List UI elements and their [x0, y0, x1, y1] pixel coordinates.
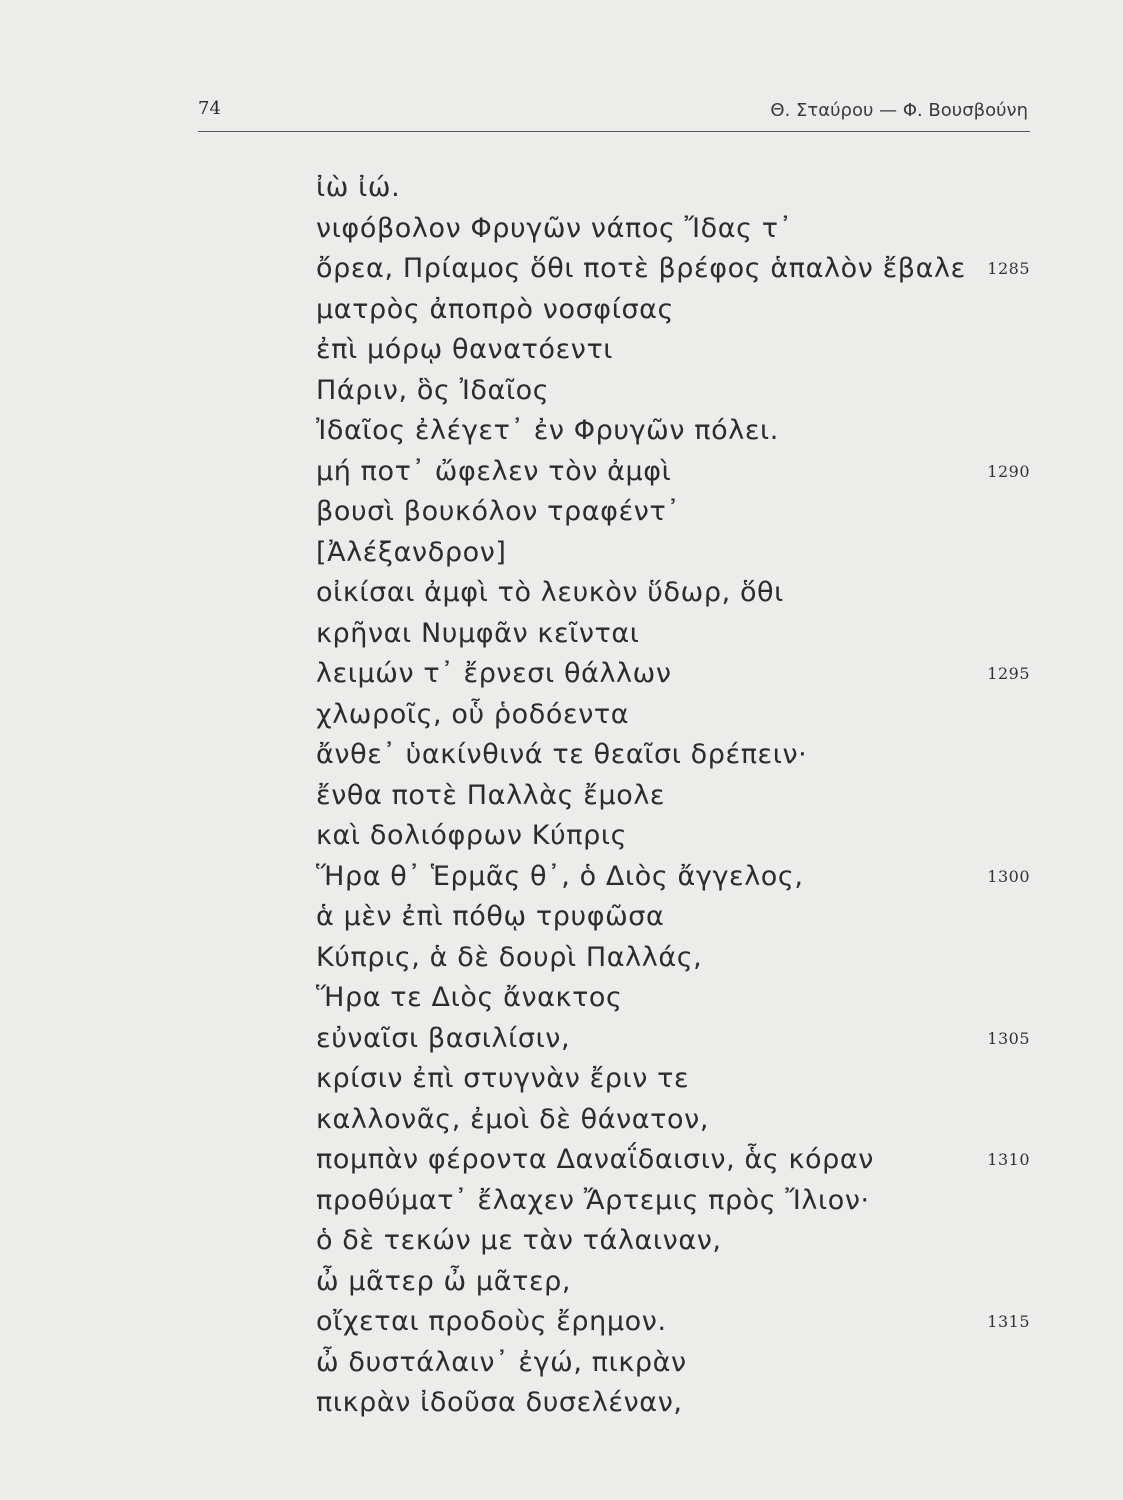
verse-text: Ἰδαῖος ἐλέγετ᾽ ἐν Φρυγῶν πόλει.	[316, 415, 779, 446]
line-number: 1300	[987, 866, 1030, 886]
verse-line	[316, 290, 1030, 331]
line-number: 1290	[987, 461, 1030, 481]
verse-text: οἰκίσαι ἀμφὶ τὸ λευκὸν ὕδωρ, ὅθι	[316, 577, 784, 608]
verse-line	[316, 816, 1030, 857]
verse-text: ἐπὶ μόρῳ θανατόεντι	[316, 334, 614, 365]
verse-line	[316, 371, 1030, 412]
verse-line	[316, 1343, 1030, 1384]
verse-line	[316, 209, 1030, 250]
verse-text: εὐναῖσι βασιλίσιν,	[316, 1022, 571, 1054]
verse-text: ὦ μᾶτερ ὦ μᾶτερ,	[316, 1265, 572, 1297]
verse-text: νιφόβολον Φρυγῶν νάπος Ἴδας τ᾽	[316, 212, 793, 244]
verse-line	[316, 1019, 1030, 1060]
verse-text: ἔνθα ποτὲ Παλλὰς ἔμολε	[316, 779, 666, 811]
verse-line	[316, 1100, 1030, 1141]
verse-line	[316, 1383, 1030, 1424]
verse-text: πικρὰν ἰδοῦσα δυσελέναν,	[316, 1387, 683, 1418]
verse-text: ὄρεα, Πρίαμος ὅθι ποτὲ βρέφος ἁπαλὸν ἔβαλε	[316, 253, 966, 284]
verse-text: πομπὰν φέροντα Δαναΐδαισιν, ἇς κόραν	[316, 1144, 874, 1175]
verse-line	[316, 735, 1030, 776]
verse-text: ὁ δὲ τεκών με τὰν τάλαιναν,	[316, 1225, 722, 1256]
verse-text: Ἥρα θ᾽ Ἑρμᾶς θ᾽, ὁ Διὸς ἄγγελος,	[316, 860, 804, 892]
verse-line	[316, 614, 1030, 655]
verse-text: προθύματ᾽ ἔλαχεν Ἄρτεμις πρὸς Ἴλιον·	[316, 1184, 870, 1216]
verse-text: Πάριν, ὃς Ἰδαῖος	[316, 374, 550, 406]
page-number: 74	[198, 98, 221, 119]
verse-text: ἁ μὲν ἐπὶ πόθῳ τρυφῶσα	[316, 901, 665, 932]
verse-line	[316, 411, 1030, 452]
verse-text: μή ποτ᾽ ὤφελεν τὸν ἀμφὶ	[316, 455, 672, 487]
verse-line	[316, 1221, 1030, 1262]
verse-line	[316, 330, 1030, 371]
verse-text: [Ἀλέξανδρον]	[316, 536, 507, 568]
line-number: 1295	[987, 664, 1030, 683]
page-header	[198, 98, 1030, 128]
verse-line	[316, 654, 1030, 695]
verse-text: Κύπρις, ἁ δὲ δουρὶ Παλλάς,	[316, 941, 703, 973]
verse-text: οἴχεται προδοὺς ἔρημον.	[316, 1306, 667, 1337]
verse-text: ὦ δυστάλαιν᾽ ἐγώ, πικρὰν	[316, 1346, 687, 1378]
verse-text: βουσὶ βουκόλον τραφέντ᾽	[316, 496, 681, 527]
header-rule	[198, 131, 1030, 132]
verse-text: καλλονᾶς, ἐμοὶ δὲ θάνατον,	[316, 1103, 710, 1135]
verse-text: κρίσιν ἐπὶ στυγνὰν ἔριν τε	[316, 1063, 690, 1094]
verse-line	[316, 249, 1030, 290]
verse-line	[316, 897, 1030, 938]
verse-line	[316, 452, 1030, 493]
verse-text: ἰὼ ἰώ.	[316, 172, 401, 203]
verse-line	[316, 1059, 1030, 1100]
verse-text: χλωροῖς, οὗ ῥοδόεντα	[316, 698, 630, 730]
verse-line	[316, 533, 1030, 574]
verse-line	[316, 1140, 1030, 1181]
verse-text: Ἥρα τε Διὸς ἄνακτος	[316, 982, 623, 1013]
verse-line	[316, 573, 1030, 614]
verse-text: ματρὸς ἀποπρὸ νοσφίσας	[316, 293, 675, 325]
verse-text: ἄνθε᾽ ὑακίνθινά τε θεαῖσι δρέπειν·	[316, 739, 808, 770]
verse-text: καὶ δολιόφρων Κύπρις	[316, 820, 628, 851]
verse-line	[316, 168, 1030, 209]
verse-line	[316, 857, 1030, 898]
verse-line	[316, 776, 1030, 817]
verse-line	[316, 695, 1030, 736]
verse-line	[316, 978, 1030, 1019]
verse-text: λειμών τ᾽ ἔρνεσι θάλλων	[316, 658, 672, 689]
verse-line	[316, 1181, 1030, 1222]
verse-line	[316, 1302, 1030, 1343]
line-number: 1315	[987, 1312, 1030, 1331]
verse-list	[316, 168, 1030, 1424]
line-number: 1305	[987, 1028, 1030, 1048]
verse-line	[316, 1262, 1030, 1303]
running-head: Θ. Σταύρου — Φ. Βουσβούνη	[770, 100, 1028, 121]
verse-text: κρῆναι Νυμφᾶν κεῖνται	[316, 617, 640, 649]
verse-line	[316, 492, 1030, 533]
line-number: 1310	[987, 1150, 1030, 1169]
line-number: 1285	[987, 259, 1030, 278]
verse-line	[316, 938, 1030, 979]
